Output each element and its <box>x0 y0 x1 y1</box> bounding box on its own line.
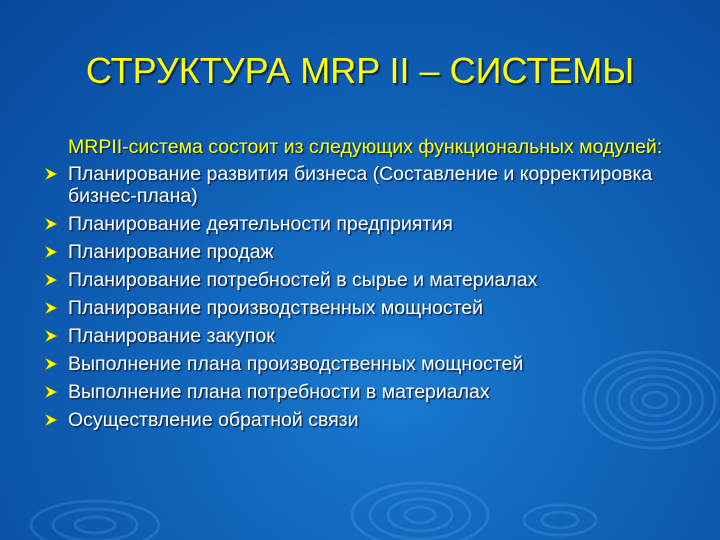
arrowhead-bullet-icon <box>44 385 58 399</box>
arrowhead-bullet-icon <box>44 413 58 427</box>
list-item <box>44 269 694 291</box>
list-item-label: Планирование деятельности предприятия <box>68 213 453 235</box>
list-item-label: Выполнение плана производственных мощностей <box>68 353 524 375</box>
slide-content <box>44 136 694 437</box>
list-item-label: Планирование производственных мощностей <box>68 297 484 319</box>
list-item-label: Планирование продаж <box>68 241 274 263</box>
list-item-label: Планирование потребностей в сырье и материалах <box>68 269 538 291</box>
list-item-label: Выполнение плана потребности в материалах <box>68 381 490 403</box>
list-item-label: Осуществление обратной связи <box>68 409 359 431</box>
intro-text: MRPII-система состоит из следующих функциональных модулей: <box>68 136 663 158</box>
arrowhead-bullet-icon <box>44 245 58 259</box>
arrowhead-bullet-icon <box>44 329 58 343</box>
arrowhead-bullet-icon <box>44 167 58 181</box>
slide-title: СТРУКТУРА MRP II – СИСТЕМЫ <box>85 50 635 91</box>
arrowhead-bullet-icon <box>44 301 58 315</box>
list-item-label: Планирование закупок <box>68 325 275 347</box>
list-item <box>44 297 694 319</box>
list-item <box>44 213 694 235</box>
list-item <box>44 163 694 207</box>
list-item-label: Планирование развития бизнеса (Составление и корректировка бизнес-плана) <box>68 163 653 207</box>
list-item <box>44 325 694 347</box>
arrowhead-bullet-icon <box>44 217 58 231</box>
module-list <box>44 163 694 431</box>
arrowhead-bullet-icon <box>44 357 58 371</box>
list-item <box>44 381 694 403</box>
list-item <box>44 353 694 375</box>
arrowhead-bullet-icon <box>44 273 58 287</box>
list-item <box>44 241 694 263</box>
list-item <box>44 409 694 431</box>
